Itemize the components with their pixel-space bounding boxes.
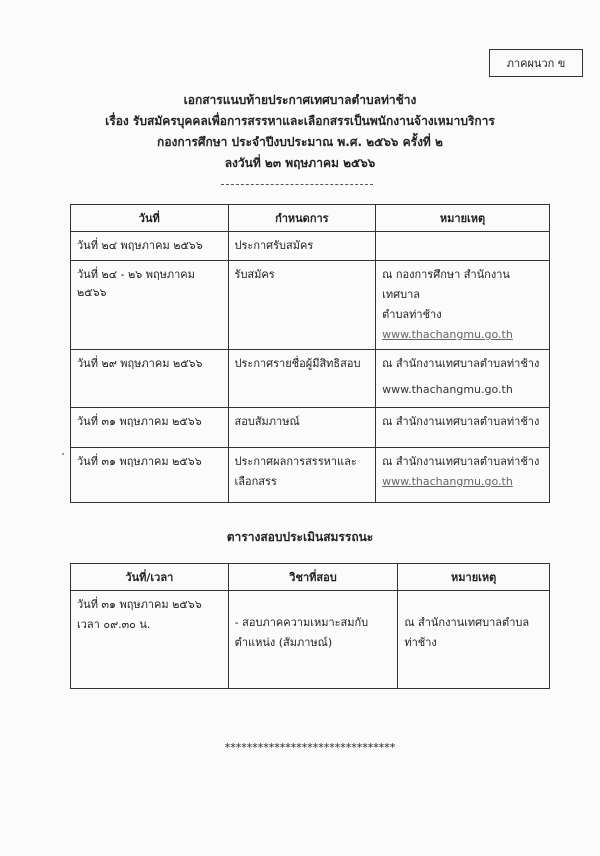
event-text: เลือกสรร: [234, 475, 277, 488]
row-note: [376, 448, 550, 503]
table-row: [71, 232, 550, 261]
row-date: วันที่ ๒๔ พฤษภาคม ๒๕๖๖: [71, 232, 229, 261]
schedule-table: [70, 204, 550, 503]
table-row: [71, 408, 550, 448]
table-row: [71, 261, 550, 350]
scan-speck: [62, 453, 64, 455]
row-date: วันที่ ๓๑ พฤษภาคม ๒๕๖๖: [71, 448, 229, 503]
note-text: ณ สำนักงานเทศบาลตำบลท่าช้าง: [382, 455, 540, 468]
row-date: วันที่ ๒๔ - ๒๖ พฤษภาคม ๒๕๖๖: [71, 261, 229, 350]
exam-datetime: [71, 591, 229, 689]
row-date: วันที่ ๒๙ พฤษภาคม ๒๕๖๖: [71, 350, 229, 408]
row-note: [376, 261, 550, 350]
row-note: [376, 232, 550, 261]
annex-label: ภาคผนวก ข: [489, 49, 583, 77]
column-header-note: หมายเหตุ: [376, 205, 550, 232]
table-header-row: [71, 564, 550, 591]
row-event: [228, 408, 376, 448]
exam-subject: [228, 591, 398, 689]
header-line-3: กองการศึกษา ประจำปีงบประมาณ พ.ศ. ๒๕๖๖ ครั้งที่ ๒: [157, 135, 443, 149]
table-row: [71, 350, 550, 408]
exam-date: วันที่ ๓๑ พฤษภาคม ๒๕๖๖: [77, 598, 202, 611]
event-text: ประกาศผลการสรรหาและ: [234, 455, 357, 468]
exam-time: เวลา ๐๙.๓๐ น.: [77, 618, 151, 631]
subject-text: ตำแหน่ง (สัมภาษณ์): [234, 636, 333, 649]
column-header-subject: วิชาที่สอบ: [228, 564, 398, 591]
event-text: สอบสัมภาษณ์: [234, 415, 300, 428]
column-header-date: วันที่: [71, 205, 229, 232]
table-row: [71, 591, 550, 689]
header-line-1: เอกสารแนบท้ายประกาศเทศบาลตำบลท่าช้าง: [183, 93, 417, 107]
website-link[interactable]: www.thachangmu.go.th: [382, 328, 513, 341]
note-text: ณ สำนักงานเทศบาลตำบลท่าช้าง: [404, 616, 530, 649]
note-text: ณ กองการศึกษา สำนักงานเทศบาล: [382, 268, 510, 301]
column-header-datetime: วันที่/เวลา: [71, 564, 229, 591]
subject-text: - สอบภาคความเหมาะสมกับ: [234, 616, 369, 629]
table-header-row: [71, 205, 550, 232]
row-note: [376, 408, 550, 448]
footer-stars: *******************************: [224, 741, 396, 754]
note-text: ตำบลท่าช้าง: [382, 308, 442, 321]
divider: [221, 184, 373, 185]
exam-note: [398, 591, 550, 689]
row-note: [376, 350, 550, 408]
exam-table-title: ตารางสอบประเมินสมรรถนะ: [226, 530, 374, 544]
note-text: ณ สำนักงานเทศบาลตำบลท่าช้าง: [382, 415, 540, 428]
table-row: [71, 448, 550, 503]
header-line-2: เรื่อง รับสมัครบุคคลเพื่อการสรรหาและเลือกสรรเป็นพนักงานจ้างเหมาบริการ: [105, 114, 495, 128]
row-event: [228, 350, 376, 408]
column-header-event: กำหนดการ: [228, 205, 376, 232]
event-text: ประกาศรายชื่อผู้มีสิทธิสอบ: [234, 357, 361, 370]
header-line-4: ลงวันที่ ๒๓ พฤษภาคม ๒๕๖๖: [224, 156, 376, 170]
website-link[interactable]: www.thachangmu.go.th: [382, 383, 513, 396]
note-text: ณ สำนักงานเทศบาลตำบลท่าช้าง: [382, 357, 540, 370]
row-event: [228, 448, 376, 503]
column-header-note: หมายเหตุ: [398, 564, 550, 591]
row-event: [228, 261, 376, 350]
document-header: [0, 90, 600, 174]
row-event: [228, 232, 376, 261]
event-text: ประกาศรับสมัคร: [234, 239, 314, 252]
website-link[interactable]: www.thachangmu.go.th: [382, 475, 513, 488]
row-date: วันที่ ๓๑ พฤษภาคม ๒๕๖๖: [71, 408, 229, 448]
exam-table: [70, 563, 550, 689]
event-text: รับสมัคร: [234, 268, 275, 281]
